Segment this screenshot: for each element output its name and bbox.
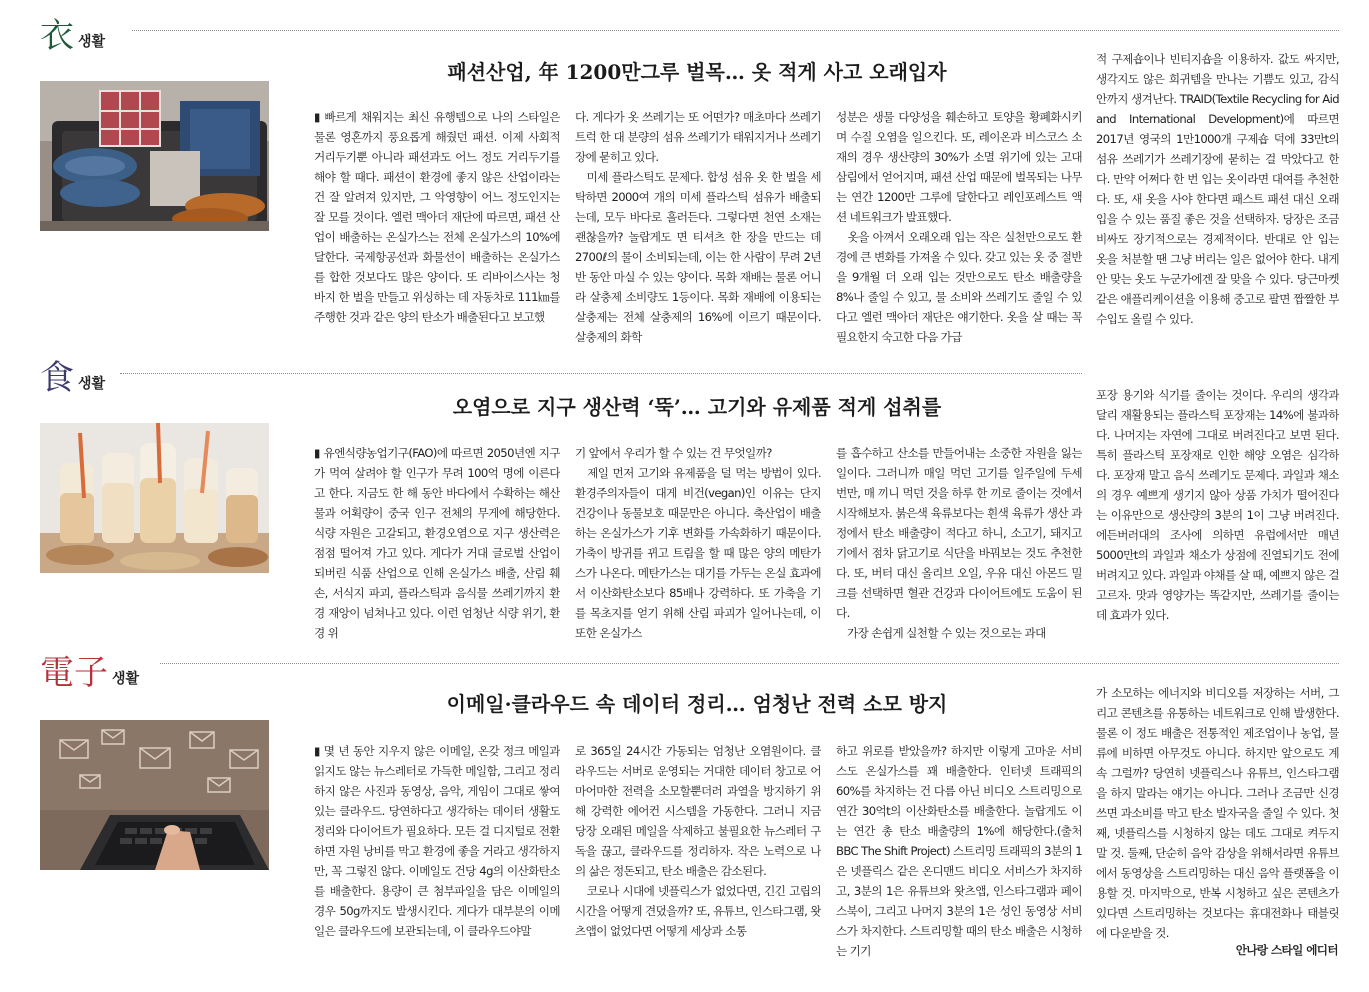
- fashion-photo: [40, 81, 269, 231]
- food-photo: [40, 423, 269, 573]
- section-label-electronic: [40, 655, 139, 691]
- section-suffix: 생활: [78, 376, 106, 392]
- section-hanja: 電子: [40, 653, 108, 693]
- article-column-4: 포장 용기와 식기를 줄이는 것이다. 우리의 생각과 달리 재활용되는 플라스틱 포장재는 14%에 불과하다. 나머지는 자연에 그대로 버려진다고 보면 된다. 특히 플라스틱 포장재로 인한 해양 오염은 심각하다. 포장재 말고 음식 쓰레기도 문제다. 과일과 채소의 경우 예쁘게 생기지 않아 상품 가치가 떨어진다는 이유만으로 생산량의 3분의 1이 그냥 버려진다. 에든버러대의 조사에 의하면 유럽에서만 매년 5000만t의 과일과 채소가 상점에 진열되기도 전에 버려지고 있다. 과일과 야채를 살 때, 예쁘지 않은 걸 고르자. 맛과 영양가는 똑같지만, 쓰레기를 줄이는 데 효과가 있다.: [1096, 388, 1339, 622]
- article-column-4: 적 구제숍이나 빈티지숍을 이용하자. 값도 싸지만, 생각지도 않은 희귀템을 만나는 기쁨도 있고, 감식안까지 생겨난다. TRAID(Textile Recycling for Aid and International Development)에 따르면 2017년 영국의 1만1000개 구제숍 덕에 33만t의 섬유 쓰레기가 쓰레기장에 묻히는 걸 막았다고 한다. 만약 어쩌다 한 번 입는 옷이라면 대여를 추천한다. 또, 새 옷을 사야 한다면 패스트 패션 대신 오래 입을 수 있는 품질 좋은 것을 선택하자. 당장은 조금 비싸도 장기적으로는 경제적이다. 반대로 안 입는 옷을 처분할 땐 그냥 버리는 일은 없어야 한다. 내게 안 맞는 옷도 누군가에겐 잘 맞을 수 있다. 당근마켓 같은 애플리케이션을 이용해 중고로 팔면 짭짤한 부수입도 올릴 수 있다.: [1096, 52, 1339, 326]
- milk-bottles-image: [40, 423, 269, 573]
- electronic-photo: [40, 720, 269, 870]
- section-divider: [132, 30, 1339, 31]
- article-column-1: ▮ 유엔식량농업기구(FAO)에 따르면 2050년엔 지구가 먹여 살려야 할 인구가 무려 100억 명에 이른다고 한다. 지금도 한 해 동안 바다에서 수확하는 해산물과 어획량이 중국 인구 전체의 무게에 해당한다. 식량 자원은 고갈되고, 환경오염으로 지구 생산력은 점점 떨어져 가고 있다. 게다가 거대 글로벌 산업이 되버린 식품 산업으로 인해 온실가스 배출, 산림 훼손, 서식지 파괴, 플라스틱과 음식물 쓰레기까지 환경 재앙이 넘쳐나고 있다. 이런 엄청난 식량 위기, 환경 위: [314, 446, 560, 640]
- section-hanja: 衣: [40, 16, 74, 56]
- section-label-fashion: [40, 18, 105, 54]
- article-column-3: 하고 위로를 받았을까? 하지만 이렇게 고마운 서비스도 온실가스를 꽤 배출한다. 인터넷 트래픽의 60%를 차지하는 건 다름 아닌 비디오 스트리밍으로 연간 30억t의 이산화탄소를 배출한다. 놀랍게도 이는 연간 총 탄소 배출량의 1%에 해당한다.(출처 BBC The Shift Project) 스트리밍 트래픽의 3분의 1은 넷플릭스 같은 온디맨드 비디오 서비스가 차지하고, 3분의 1은 유튜브와 왓츠앱, 인스타그램과 페이스북이, 그리고 나머지 3분의 1은 성인 동영상 서비스가 차지한다. 스트리밍할 때의 탄소 배출은 시청하는 기기: [836, 744, 1082, 958]
- suitcase-shoes-image: [40, 81, 269, 231]
- section-suffix: 생활: [112, 671, 140, 687]
- article-column-4: 가 소모하는 에너지와 비디오를 저장하는 서버, 그리고 콘텐츠를 유통하는 네트워크로 인해 발생한다. 물론 이 정도 배출은 전통적인 제조업이나 농업, 물류에 비하면 아무것도 아니다. 하지만 앞으로도 계속 그럴까? 당연히 넷플릭스나 유튜브, 인스타그램을 하지 말라는 얘기는 아니다. 그러나 조금만 신경 쓰면 과소비를 막고 탄소 발자국을 줄일 수 있다. 첫째, 넷플릭스를 시청하지 않는 데도 그대로 켜두지 말 것. 둘째, 단순히 음악 감상을 위해서라면 유튜브에서 동영상을 스트리밍하는 대신 음악 플랫폼을 이용할 것. 마지막으로, 반복 시청하고 싶은 콘텐츠가 있다면 스트리밍하는 것보다는 휴대전화나 태블릿에 다운받을 것.: [1096, 686, 1339, 940]
- headline: 이메일·클라우드 속 데이터 정리… 엄청난 전력 소모 방지: [446, 692, 948, 716]
- section-divider: [160, 663, 1339, 664]
- article-column-2: 다. 게다가 옷 쓰레기는 또 어떤가? 매초마다 쓰레기 트럭 한 대 분량의 섬유 쓰레기가 태워지거나 쓰레기장에 묻히고 있다. 미세 플라스틱도 문제다. 합성 섬유 옷 한 벌을 세탁하면 2000여 개의 미세 플라스틱 섬유가 배출되는데, 모두 바다로 흘러든다. 그렇다면 천연 소재는 괜찮을까? 놀랍게도 면 티셔츠 한 장을 만드는 데 2700ℓ의 물이 소비되는데, 이는 한 사람이 무려 2년 반 동안 마실 수 있는 양이다. 목화 재배는 물론 어니라 살충제 소비량도 1등이다. 목화 재배에 이용되는 살충제는 전체 살충제의 16%에 이르기 때문이다. 살충제의 화학: [575, 110, 821, 344]
- byline: 안나랑 스타일 에디터: [1235, 943, 1338, 957]
- section-hanja: 食: [40, 358, 74, 398]
- article-column-3: 를 흡수하고 산소를 만들어내는 소중한 자원을 잃는 일이다. 그러니까 매일 먹던 고기를 일주일에 두세 번만, 매 끼니 먹던 것을 하루 한 끼로 줄이는 것에서 시작해보자. 붉은색 육류보다는 흰색 육류가 생산 과정에서 탄소 배출량이 적다고 하니, 소고기, 돼지고기에서 점차 닭고기로 식단을 바꿔보는 것도 추천한다. 또, 버터 대신 올리브 오일, 우유 대신 아몬드 밀크를 선택하면 혈관 건강과 다이어트에도 도움이 된다. 가장 손쉽게 실천할 수 있는 것으로는 과대: [836, 446, 1082, 640]
- headline: 패션산업, 年 1200만그루 벌목… 옷 적게 사고 오래입자: [447, 60, 947, 84]
- laptop-email-image: [40, 720, 269, 870]
- section-divider: [120, 373, 1082, 374]
- article-column-2: 기 앞에서 우리가 할 수 있는 건 무엇일까? 제일 먼저 고기와 유제품을 덜 먹는 방법이 있다. 환경주의자들이 대게 비건(vegan)인 이유는 단지 건강이나 동물보호 때문만은 아니다. 축산업이 배출하는 온실가스가 기후 변화를 가속화하기 때문이다. 가축이 방귀를 뀌고 트림을 할 때 많은 양의 메탄가스가 나온다. 메탄가스는 대기를 가두는 온실 효과에서 이산화탄소보다 85배나 강력하다. 또 가축을 기를 목초지를 얻기 위해 산림 파괴가 일어나는데, 이 또한 온실가스: [575, 446, 821, 640]
- article-column-2: 로 365일 24시간 가동되는 엄청난 오염원이다. 클라우드는 서버로 운영되는 거대한 데이터 창고로 어마어마한 전력을 소모할뿐더러 과열을 방지하기 위해 강력한 에어컨 시스템을 가동한다. 그러니 지금 당장 오래된 메일을 삭제하고 불필요한 뉴스레터 구독을 끊고, 클라우드를 정리하자. 작은 노력으로 나의 삶은 정돈되고, 탄소 배출은 감소된다. 코로나 시대에 넷플릭스가 없었다면, 긴긴 고립의 시간을 어떻게 견뎠을까? 또, 유튜브, 인스타그램, 왓츠앱이 없었다면 어떻게 세상과 소통: [575, 744, 821, 938]
- article-column-1: ▮ 몇 년 동안 지우지 않은 이메일, 온갖 정크 메일과 읽지도 않는 뉴스레터로 가득한 메일함, 그리고 정리하지 않은 사진과 동영상, 음악, 게임이 그대로 쌓여 있는 클라우드. 당연하다고 생각하는 데이터 생활도 정리와 다이어트가 필요하다. 모든 걸 디지털로 전환하면 자원 낭비를 막고 환경에 좋을 거라고 생각하지만, 꼭 그렇진 않다. 이메일도 건당 4g의 이산화탄소를 배출한다. 용량이 큰 첨부파일을 담은 이메일의 경우 50g까지도 발생시킨다. 게다가 대부분의 이메일은 클라우드에 보관되는데, 이 클라우드야말: [314, 744, 560, 938]
- headline: 오염으로 지구 생산력 ‘뚝’… 고기와 유제품 적게 섭취를: [452, 395, 942, 419]
- article-column-1: ▮ 빠르게 채워지는 최신 유행템으로 나의 스타일은 물론 영혼까지 풍요롭게 해줬던 패션. 이제 사회적 거리두기뿐 아니라 패션과도 어느 정도 거리두기를 해야 할 때다. 패션이 환경에 좋지 않은 산업이라는 건 잘 알려져 있지만, 그 악영향이 어느 정도인지는 잘 모를 것이다. 엘런 맥아더 재단에 따르면, 패션 산업이 배출하는 온실가스는 전체 온실가스의 10%에 달한다. 국제항공선과 화물선이 배출하는 온실가스를 합한 것보다도 많은 양이다. 또 리바이스사는 청바지 한 벌을 만들고 위싱하는 데 자동차로 111㎞를 주행한 것과 같은 양의 탄소가 배출된다고 보고했: [314, 110, 560, 324]
- article-column-3: 성분은 생물 다양성을 훼손하고 토양을 황폐화시키며 수질 오염을 일으킨다. 또, 레이온과 비스코스 소재의 경우 생산량의 30%가 소멸 위기에 있는 고대 삼림에서 얻어지며, 패션 산업 때문에 벌목되는 나무는 연간 1200만 그루에 달한다고 레인포레스트 액션 네트워크가 발표했다. 옷을 아껴서 오래오래 입는 작은 실천만으로도 환경에 큰 변화를 가져올 수 있다. 갖고 있는 옷 중 절반을 9개월 더 오래 입는 것만으로도 탄소 배출량을 8%나 줄일 수 있고, 물 소비와 쓰레기도 줄일 수 있다고 엘런 맥아더 재단은 얘기한다. 옷을 살 때는 꼭 필요한지 숙고한 다음 가급: [836, 110, 1082, 344]
- section-suffix: 생활: [78, 34, 106, 50]
- section-label-food: [40, 360, 105, 396]
